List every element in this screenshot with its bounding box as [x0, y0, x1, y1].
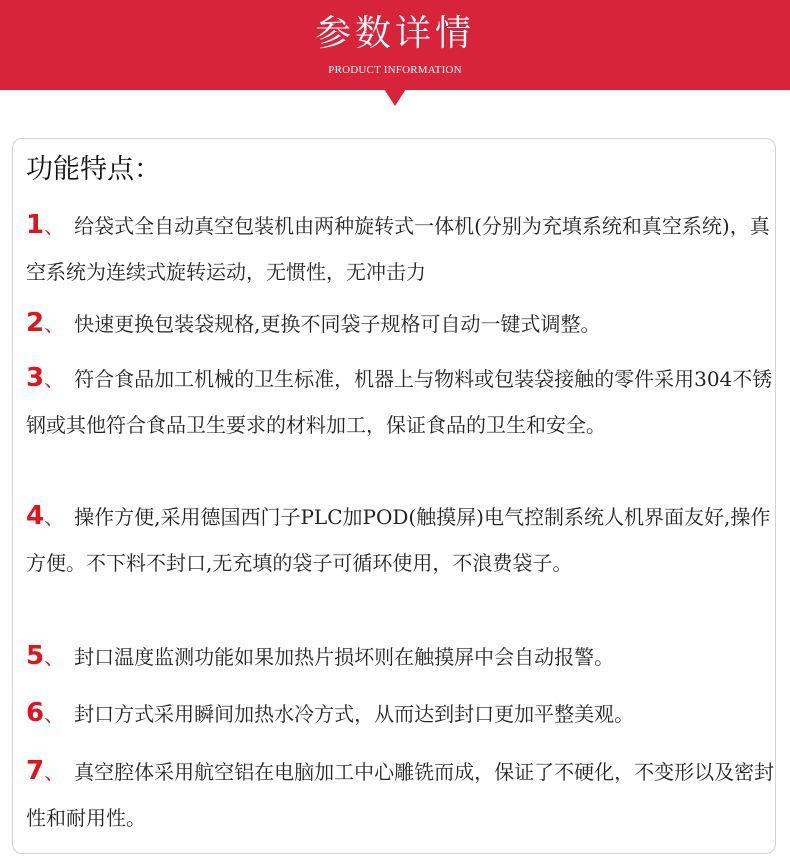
feature-separator: 、: [44, 505, 65, 529]
feature-separator: 、: [44, 312, 65, 336]
feature-separator: 、: [44, 760, 65, 784]
feature-item: [26, 690, 776, 737]
feature-text: 封口温度监测功能如果加热片损坏则在触摸屏中会自动报警。: [74, 645, 615, 669]
feature-text: 操作方便,采用德国西门子PLC加POD(触摸屏)电气控制系统人机界面友好,操作方便。不下料不封口,无充填的袋子可循环使用，不浪费袋子。: [26, 505, 771, 575]
feature-item: [26, 300, 776, 347]
feature-item: [26, 633, 776, 680]
feature-text: 符合食品加工机械的卫生标准，机器上与物料或包装袋接触的零件采用304不锈钢或其他符合食品卫生要求的材料加工，保证食品的卫生和安全。: [26, 367, 773, 437]
page-title: 参数详情: [314, 13, 475, 54]
header-banner: [0, 0, 790, 90]
feature-item: [26, 202, 776, 295]
feature-number: 1: [26, 210, 45, 240]
section-heading: 功能特点：: [26, 154, 161, 185]
feature-separator: 、: [44, 702, 65, 726]
feature-number: 6: [26, 698, 45, 728]
page-subtitle: PRODUCT INFORMATION: [328, 64, 462, 76]
feature-number: 4: [26, 501, 45, 531]
feature-number: 7: [26, 756, 45, 786]
feature-separator: 、: [44, 645, 65, 669]
feature-text: 真空腔体采用航空铝在电脑加工中心雕铣而成，保证了不硬化，不变形以及密封性和耐用性。: [26, 760, 775, 830]
feature-number: 5: [26, 641, 45, 671]
feature-text: 快速更换包装袋规格,更换不同袋子规格可自动一键式调整。: [74, 312, 601, 336]
feature-text: 给袋式全自动真空包装机由两种旋转式一体机(分别为充填系统和真空系统)，真空系统为连续式旋转运动，无惯性，无冲击力: [26, 214, 770, 284]
feature-number: 3: [26, 363, 45, 393]
feature-separator: 、: [44, 367, 65, 391]
feature-number: 2: [26, 308, 45, 338]
banner-pointer-icon: [384, 89, 406, 106]
feature-text: 封口方式采用瞬间加热水冷方式，从而达到封口更加平整美观。: [74, 702, 635, 726]
feature-separator: 、: [44, 214, 65, 238]
feature-item: [26, 493, 776, 586]
feature-item: [26, 355, 776, 448]
feature-item: [26, 748, 776, 841]
